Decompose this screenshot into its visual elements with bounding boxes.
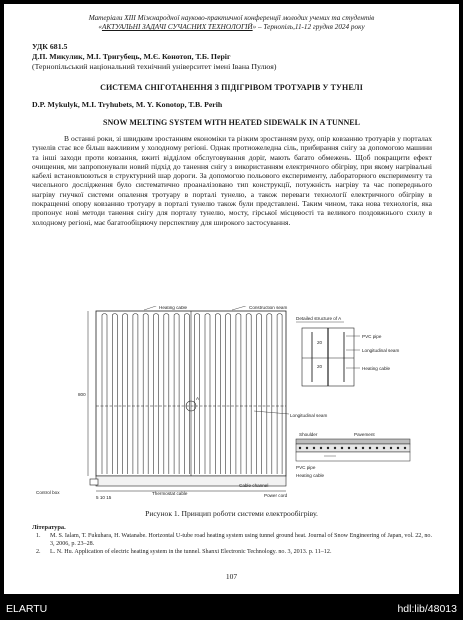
reference-list	[32, 533, 432, 558]
dim-800-label: 800	[78, 392, 86, 397]
reference-item: 2. L. N. Hu. Application of electric heating system in the tunnel. Shanxi Electronic Technology. no. 3, 2013. p. 11–12.	[36, 549, 332, 556]
heating-cable-detail-label: Heating cable	[362, 366, 391, 371]
footer-repository: ELARTU	[6, 603, 48, 615]
conference-name: АКТУАЛЬНІ ЗАДАЧІ СУЧАСНИХ ТЕХНОЛОГІЙ	[101, 23, 253, 31]
udk-code: УДК 681.5	[32, 42, 68, 51]
cable-section-dot	[383, 447, 385, 449]
cable-section-dot	[306, 447, 308, 449]
cable-section-dot	[299, 447, 301, 449]
cable-section-dot	[320, 447, 322, 449]
cable-section-dot	[362, 447, 364, 449]
conference-header-line1: Матеріали XIII Міжнародної науково-практичної конференції молодих учених та студентів	[88, 14, 375, 22]
longitudinal-seam-label-detail: Longitudinal seam	[362, 348, 400, 353]
detailed-structure-label: Detailed structure of A	[296, 316, 342, 321]
cable-section-dot	[313, 447, 315, 449]
cable-section-dot	[404, 447, 406, 449]
scale-label: 5 10 15	[96, 495, 112, 500]
cross-section-drawing	[296, 432, 410, 478]
literature-heading: Література.	[32, 524, 66, 531]
dim-20-label-2: 20	[317, 364, 323, 369]
control-box-drawing	[90, 479, 98, 485]
heating-cable-label: Heating cable	[159, 306, 188, 310]
authors-en: D.P. Mykulyk, M.I. Tryhubets, M. Y. Konotop, T.B. Perih	[32, 100, 223, 109]
control-box-label: Control box	[36, 490, 60, 495]
footer-handle: hdl:lib/48013	[397, 603, 457, 615]
title-en: SNOW MELTING SYSTEM WITH HEATED SIDEWALK IN A TUNNEL	[103, 118, 360, 127]
figure-caption: Рисунок 1. Принцип роботи системи електрообігріву.	[145, 509, 318, 518]
cable-channel-label: Cable channel	[239, 483, 269, 488]
slab-plan-drawing	[36, 306, 327, 500]
authors-ua: Д.П. Микулик, М.І. Тригубець, М.Є. Конотоп, Т.Б. Періг	[32, 52, 231, 61]
paper-page	[4, 4, 459, 594]
title-ua: СИСТЕМА СНІГОТАНЕННЯ З ПІДІГРІВОМ ТРОТУАРІВ У ТУНЕЛІ	[100, 83, 363, 92]
power-cord-label: Power cord	[264, 493, 288, 498]
shoulder-label: Shoulder	[299, 432, 318, 437]
conference-header-line2: «АКТУАЛЬНІ ЗАДАЧІ СУЧАСНИХ ТЕХНОЛОГІЙ» – Тернопіль,11-12 грудня 2024 року	[98, 23, 365, 31]
pavement-label: Pavement	[354, 432, 375, 437]
reference-item: 1. M. S. Ialam, T. Fukuhara, H. Watanabe. Horizontal U-tube road heating system using tunnel ground heat. Journal of Snow Engineering of Japan, vol. 22, no. 3, 2006, p. 23–28.	[36, 533, 432, 547]
cable-section-dot	[341, 447, 343, 449]
cable-section-dot	[348, 447, 350, 449]
dim-20-label: 20	[317, 340, 323, 345]
cable-section-dot	[376, 447, 378, 449]
thermostat-cable-label: Thermostat cable	[152, 491, 188, 496]
cable-section-dot	[369, 447, 371, 449]
detail-a-drawing	[296, 316, 399, 386]
affiliation: (Тернопільський національний технічний університет імені Івана Пулюя)	[32, 62, 277, 71]
figure-heating-system	[34, 306, 430, 504]
pvc-pipe-label-2: PVC pipe	[296, 465, 316, 470]
longitudinal-seam-label: Longitudinal seam	[290, 413, 328, 418]
cable-section-dot	[390, 447, 392, 449]
cable-section-dot	[397, 447, 399, 449]
dim-a-label: A	[196, 396, 200, 401]
heating-cable-label-2: Heating cable	[296, 473, 325, 478]
pvc-pipe-label: PVC pipe	[362, 334, 382, 339]
cable-section-dot	[355, 447, 357, 449]
cable-section-dot	[327, 447, 329, 449]
body-text	[32, 134, 432, 227]
construction-seam-label: Construction seam	[249, 306, 288, 310]
body-paragraph: В останні роки, зі швидким зростанням економіки та різким зростанням руху, опір ковзанню тротуарів у порталах тунелів стає все більш важливим у холодному регіоні. Однак протиожеледна сіль, прибирання снігу за допомогою машини та інші заходи проти ковзання, вжиті відділом обслуговування доріг, мають багато обмежень. Щоб покращити ефект очищення, ми запропонували новий підхід до танення снігу з використанням електричного обігріву, при якому нагрівальні кабелі встановлюються в структурний шар дороги. За допомогою польового експерименту, лабораторного експерименту та чисельного дослідження було систематично проаналізовано тип конструкції, потужність нагріву та час попереднього нагріву гнучкої системи опалення тротуару в порталі тунелю, а також переваги технології електричного обігріву в покращенні опору ковзанню тротуару в порталі тунелю також були представлені. Таким чином, така нова технологія, яка пропонує нові методи танення снігу для порталу тунелю, мосту, гірської місцевості та великого поздовжнього схилу в холодному регіоні, має багатообіцяючу перспективу для широкого застосування.	[32, 134, 432, 227]
cable-section-dot	[334, 447, 336, 449]
page-number: 107	[225, 572, 238, 581]
